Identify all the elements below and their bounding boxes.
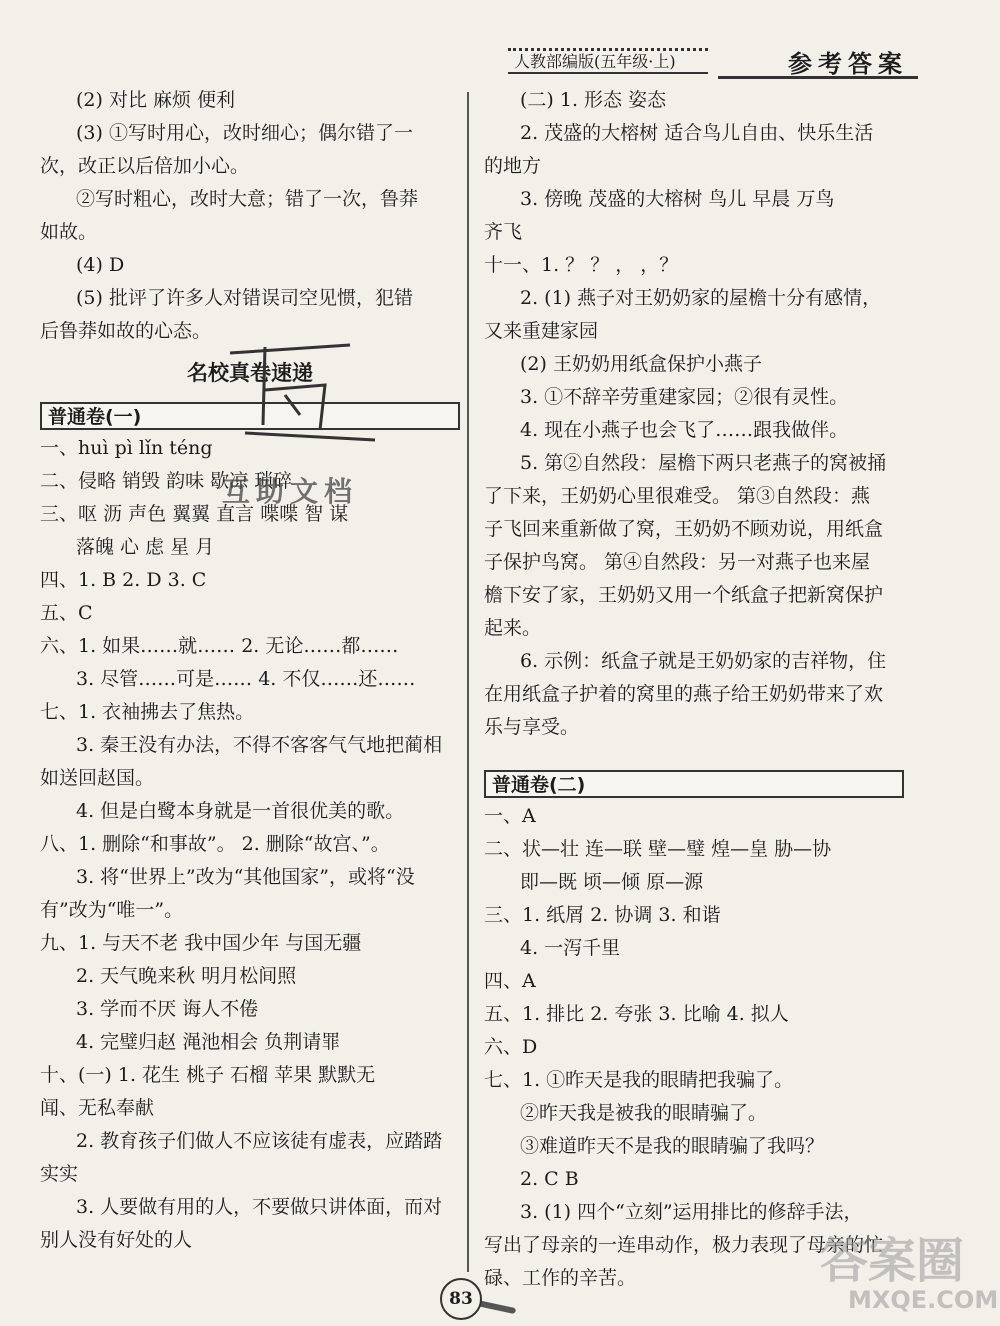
handwritten-stamp: [225, 335, 385, 455]
answer-line: ②昨天我是被我的眼睛骗了。: [520, 1102, 768, 1124]
section-title: 名校真卷速递: [187, 361, 313, 385]
answer-line: 实实: [40, 1163, 79, 1185]
paper-title-box: 普通卷(一): [40, 402, 460, 430]
answer-line: 二、侵略 销毁 韵味 歇凉 琐碎: [40, 470, 293, 492]
answer-line: 七、1. ①昨天是我的眼睛把我骗了。: [484, 1069, 794, 1091]
answer-line: 3. ①不辞辛劳重建家园；②很有灵性。: [520, 386, 849, 408]
answer-line: 3. 秦王没有办法，不得不客客气气地把蔺相: [76, 734, 443, 756]
answer-line: 四、A: [484, 970, 536, 992]
answer-line: ③难道昨天不是我的眼睛骗了我吗？: [520, 1135, 825, 1157]
answer-line: 5. 第②自然段：屋檐下两只老燕子的窝被捅: [520, 452, 887, 474]
answer-line: 了下来，王奶奶心里很难受。 第③自然段：燕: [484, 485, 871, 507]
answer-line: 2. 茂盛的大榕树 适合鸟儿自由、快乐生活: [520, 122, 874, 144]
answer-line: 落魄 心 虑 星 月: [76, 536, 215, 558]
answer-line: 七、1. 衣袖拂去了焦热。: [40, 701, 255, 723]
answer-line: 子飞回来重新做了窝，王奶奶不顾劝说，用纸盒: [484, 518, 884, 540]
answer-line: 九、1. 与天不老 我中国少年 与国无疆: [40, 932, 362, 954]
answer-line: ②写时粗心，改时大意；错了一次，鲁莽: [76, 188, 419, 210]
answer-line: 一、A: [484, 805, 536, 827]
answer-line: 即—既 顷—倾 原—源: [520, 871, 704, 893]
right-column: [484, 84, 904, 1295]
answer-line: 2. 教育孩子们做人不应该徒有虚表，应踏踏: [76, 1130, 443, 1152]
left-column: [40, 84, 460, 1257]
answer-line: 后鲁莽如故的心态。: [40, 320, 212, 342]
answer-line: 檐下安了家，王奶奶又用一个纸盒子把新窝保护: [484, 584, 884, 606]
site-logo: [820, 1222, 999, 1322]
logo-url-text: MXQE.COM: [848, 1286, 999, 1314]
answer-line: 2. C B: [520, 1168, 579, 1190]
answer-line: 3. 尽管……可是…… 4. 不仅……还……: [76, 668, 416, 690]
answer-line: 6. 示例：纸盒子就是王奶奶家的吉祥物，住: [520, 650, 887, 672]
answer-line: (5) 批评了许多人对错误司空见惯，犯错: [76, 287, 413, 309]
answer-line: 齐飞: [484, 221, 523, 243]
answer-line: 起来。: [484, 617, 542, 639]
answer-line: 3. 傍晚 茂盛的大榕树 鸟儿 早晨 万鸟: [520, 188, 835, 210]
section-heading: 参考答案: [788, 49, 908, 78]
answer-line: 在用纸盒子护着的窝里的燕子给王奶奶带来了欢: [484, 683, 884, 705]
answer-line: 有”改为“唯一”。: [40, 899, 184, 921]
answer-line: 八、1. 删除“和事故”。 2. 删除“故宫、”。: [40, 833, 390, 855]
answer-line: 五、C: [40, 602, 93, 624]
answer-line: (4) D: [76, 254, 125, 276]
answer-line: 如故。: [40, 221, 98, 243]
paper-title-box: 普通卷(二): [484, 770, 904, 798]
answer-line: 如送回赵国。: [40, 767, 155, 789]
page-number: [440, 1278, 510, 1318]
answer-line: 别人没有好处的人: [40, 1229, 193, 1251]
answer-line: 乐与享受。: [484, 716, 580, 738]
answer-line: 4. 但是白鹭本身就是一首很优美的歌。: [76, 800, 405, 822]
answer-line: 子保护鸟窝。 第④自然段：另一对燕子也来屋: [484, 551, 871, 573]
answer-line: 3. 学而不厌 诲人不倦: [76, 998, 259, 1020]
answer-line: 2. (1) 燕子对王奶奶家的屋檐十分有感情，: [520, 287, 882, 309]
answer-line: 二、状—壮 连—联 壁—璧 煌—皇 胁—协: [484, 838, 832, 860]
answer-line: 一、huì pì lǐn téng: [40, 437, 213, 459]
answer-line: 次，改正以后倍加小心。: [40, 155, 250, 177]
page-number-tail: [476, 1300, 516, 1314]
page-header: [508, 40, 918, 84]
answer-line: 四、1. B 2. D 3. C: [40, 569, 207, 591]
answer-line: 五、1. 排比 2. 夸张 3. 比喻 4. 拟人: [484, 1003, 789, 1025]
answer-line: (二) 1. 形态 姿态: [520, 89, 667, 111]
edition-label: 人教部编版(五年级·上): [508, 48, 708, 74]
logo-main-text: 答案圈: [820, 1233, 965, 1289]
answer-line: 4. 一泻千里: [520, 937, 621, 959]
answer-line: (3) ①写时用心，改时细心；偶尔错了一: [76, 122, 413, 144]
answer-line: 4. 完璧归赵 渑池相会 负荆请罪: [76, 1031, 341, 1053]
answer-line: 十一、1. ？ ？ ， ，？: [484, 254, 679, 276]
answer-line: 三、1. 纸屑 2. 协调 3. 和谐: [484, 904, 721, 926]
answer-line: (2) 对比 麻烦 便利: [76, 89, 236, 111]
answer-line: 3. 人要做有用的人，不要做只讲体面，而对: [76, 1196, 443, 1218]
answer-line: 又来重建家园: [484, 320, 599, 342]
answer-line: 2. 天气晚来秋 明月松间照: [76, 965, 297, 987]
answer-line: 十、(一) 1. 花生 桃子 石榴 苹果 默默无: [40, 1064, 376, 1086]
answer-line: 3. (1) 四个“立刻”运用排比的修辞手法，: [520, 1201, 863, 1223]
answer-line: 闻、无私奉献: [40, 1097, 155, 1119]
watermark-text: 互助文档: [222, 475, 359, 508]
answer-line: 碌、工作的辛苦。: [484, 1267, 637, 1289]
answer-line: 六、1. 如果……就…… 2. 无论……都……: [40, 635, 399, 657]
answer-line: 三、呕 沥 声色 翼翼 直言 喋喋 智 谋: [40, 503, 349, 525]
answer-line: 的地方: [484, 155, 542, 177]
column-divider: [467, 92, 469, 1272]
answer-line: 六、D: [484, 1036, 538, 1058]
answer-line: 写出了母亲的一连串动作，极力表现了母亲的忙: [484, 1234, 884, 1256]
page-number-circle: 83: [440, 1278, 482, 1320]
answer-line: 4. 现在小燕子也会飞了……跟我做伴。: [520, 419, 849, 441]
answer-line: 3. 将“世界上”改为“其他国家”，或将“没: [76, 866, 415, 888]
answer-line: (2) 王奶奶用纸盒保护小燕子: [520, 353, 762, 375]
